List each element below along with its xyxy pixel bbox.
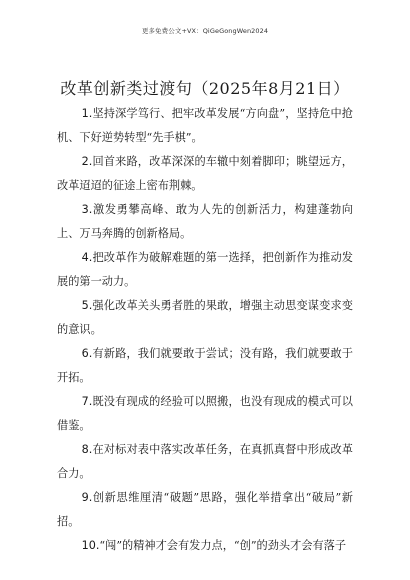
paragraph-9 bbox=[57, 486, 353, 534]
paragraph-text: “闯”的精神才会有发力点，“创”的劲头才会有落子 bbox=[99, 539, 347, 552]
paragraph-number: 4. bbox=[81, 251, 93, 264]
header-note: 更多免费公文+VX：QiGeGongWen2024 bbox=[141, 27, 269, 35]
paragraph-text: 强化改革关头勇者胜的果敢，增强主动思变谋变求变的意识。 bbox=[57, 299, 353, 336]
paragraph-text: 创新思维厘清“破题”思路，强化举措拿出“破局”新招。 bbox=[57, 491, 353, 528]
paragraph-text: 有新路，我们就要敢于尝试；没有路，我们就要敢于开拓。 bbox=[57, 347, 353, 384]
paragraph-number: 3. bbox=[81, 203, 93, 216]
paragraph-text: 把改革作为破解难题的第一选择，把创新作为推动发展的第一动力。 bbox=[57, 251, 353, 288]
paragraph-2 bbox=[57, 150, 353, 198]
paragraph-text: 回首来路，改革深深的车辙中刻着脚印；眺望远方，改革迢迢的征途上密布荆棘。 bbox=[57, 155, 353, 192]
paragraph-6 bbox=[57, 342, 353, 390]
paragraph-number: 6. bbox=[81, 347, 93, 360]
paragraph-number: 5. bbox=[81, 299, 93, 312]
paragraph-4 bbox=[57, 246, 353, 294]
paragraph-10 bbox=[57, 534, 353, 558]
paragraph-number: 9. bbox=[81, 491, 93, 504]
paragraph-number: 10. bbox=[81, 539, 100, 552]
paragraph-text: 在对标对表中落实改革任务，在真抓真督中形成改革合力。 bbox=[57, 443, 353, 480]
paragraph-number: 2. bbox=[81, 155, 93, 168]
paragraph-text: 坚持深学笃行、把牢改革发展“方向盘”，坚持危中抢机、下好逆势转型“先手棋”。 bbox=[57, 107, 353, 144]
paragraph-number: 8. bbox=[81, 443, 93, 456]
document-body bbox=[57, 102, 353, 558]
paragraph-number: 1. bbox=[81, 107, 93, 120]
paragraph-text: 激发勇攀高峰、敢为人先的创新活力，构建蓬勃向上、万马奔腾的创新格局。 bbox=[57, 203, 353, 240]
paragraph-number: 7. bbox=[81, 395, 93, 408]
paragraph-3 bbox=[57, 198, 353, 246]
paragraph-5 bbox=[57, 294, 353, 342]
page-title: 改革创新类过渡句（2025年8月21日） bbox=[60, 79, 350, 98]
paragraph-8 bbox=[57, 438, 353, 486]
paragraph-text: 既没有现成的经验可以照搬，也没有现成的模式可以借鉴。 bbox=[57, 395, 353, 432]
paragraph-7 bbox=[57, 390, 353, 438]
paragraph-1 bbox=[57, 102, 353, 150]
